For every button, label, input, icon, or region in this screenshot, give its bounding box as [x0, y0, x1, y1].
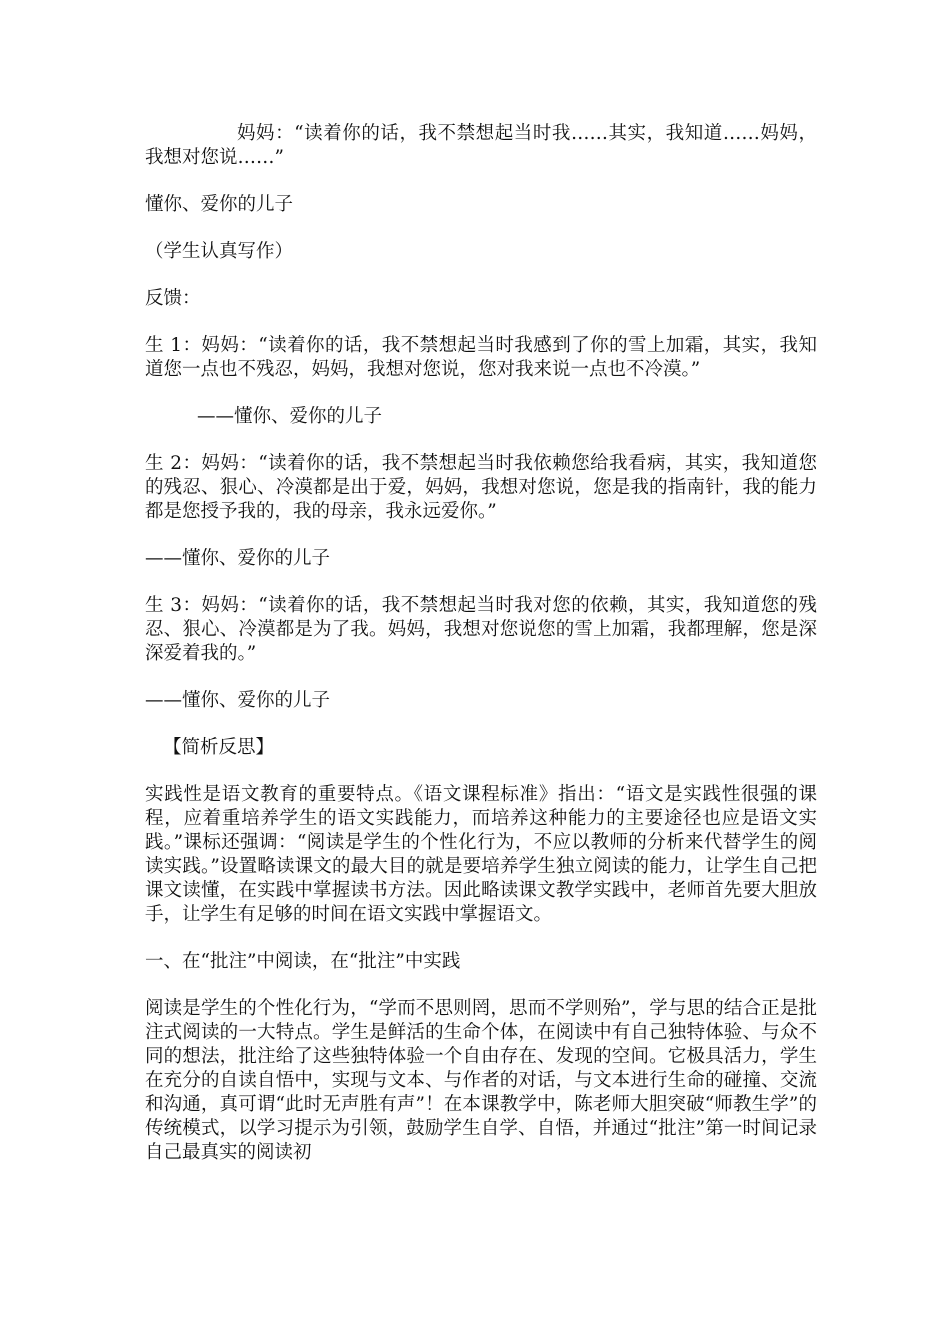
- section-heading-1: 一、在“批注”中阅读，在“批注”中实践: [145, 951, 461, 972]
- annotation-reading-paragraph: 阅读是学生的个性化行为，“学而不思则罔，思而不学则殆”，学与思的结合正是批注式阅读的一大特点。学生是鲜活的生命个体，在阅读中有自己独特体验、与众不同的想法，批注给了这些独特体验一个自由存在、发现的空间。它极具活力，学生在充分的自读自悟中，实现与文本、与作者的对话，与文本进行生命的碰撞、交流和沟通，真可谓“此时无声胜有声”！在本课教学中，陈老师大胆突破“师教生学”的传统模式，以学习提示为引领，鼓励学生自学、自悟，并通过“批注”第一时间记录自己最真实的阅读初: [145, 998, 817, 1163]
- student-1-response: 生 1：妈妈：“读着你的话，我不禁想起当时我感到了你的雪上加霜，其实，我知道您一点也不残忍，妈妈，我想对您说，您对我来说一点也不冷漠。”: [145, 335, 817, 380]
- student-2-signature: ——懂你、爱你的儿子: [145, 548, 331, 569]
- student-1-signature: ——懂你、爱你的儿子: [197, 406, 383, 427]
- reflection-heading: 【简析反思】: [163, 737, 275, 758]
- reflection-paragraph: 实践性是语文教育的重要特点。《语文课程标准》指出：“语文是实践性很强的课程，应着重培养学生的语文实践能力，而培养这种能力的主要途径也应是语文实践。”课标还强调：“阅读是学生的个性化行为，不应以教师的分析来代替学生的阅读实践。”设置略读课文的最大目的就是要培养学生独立阅读的能力，让学生自己把课文读懂，在实践中掌握读书方法。因此略读课文教学实践中，老师首先要大胆放手，让学生有足够的时间在语文实践中掌握语文。: [145, 784, 817, 925]
- letter-template-paragraph: 妈妈：“读着你的话，我不禁想起当时我……其实，我知道……妈妈，我想对您说……”: [145, 123, 817, 168]
- signature-line: 懂你、爱你的儿子: [145, 194, 294, 215]
- student-2-response: 生 2：妈妈：“读着你的话，我不禁想起当时我依赖您给我看病，其实，我知道您的残忍、狠心、冷漠都是出于爱，妈妈，我想对您说，您是我的指南针，我的能力都是您授予我的，我的母亲，我永远爱你。”: [145, 453, 817, 522]
- stage-direction: （学生认真写作）: [145, 241, 294, 262]
- document-page: [145, 122, 817, 1165]
- student-3-response: 生 3：妈妈：“读着你的话，我不禁想起当时我对您的依赖，其实，我知道您的残忍、狠心、冷漠都是为了我。妈妈，我想对您说您的雪上加霜，我都理解，您是深深爱着我的。”: [145, 595, 817, 664]
- feedback-label: 反馈：: [145, 288, 201, 309]
- student-3-signature: ——懂你、爱你的儿子: [145, 690, 331, 711]
